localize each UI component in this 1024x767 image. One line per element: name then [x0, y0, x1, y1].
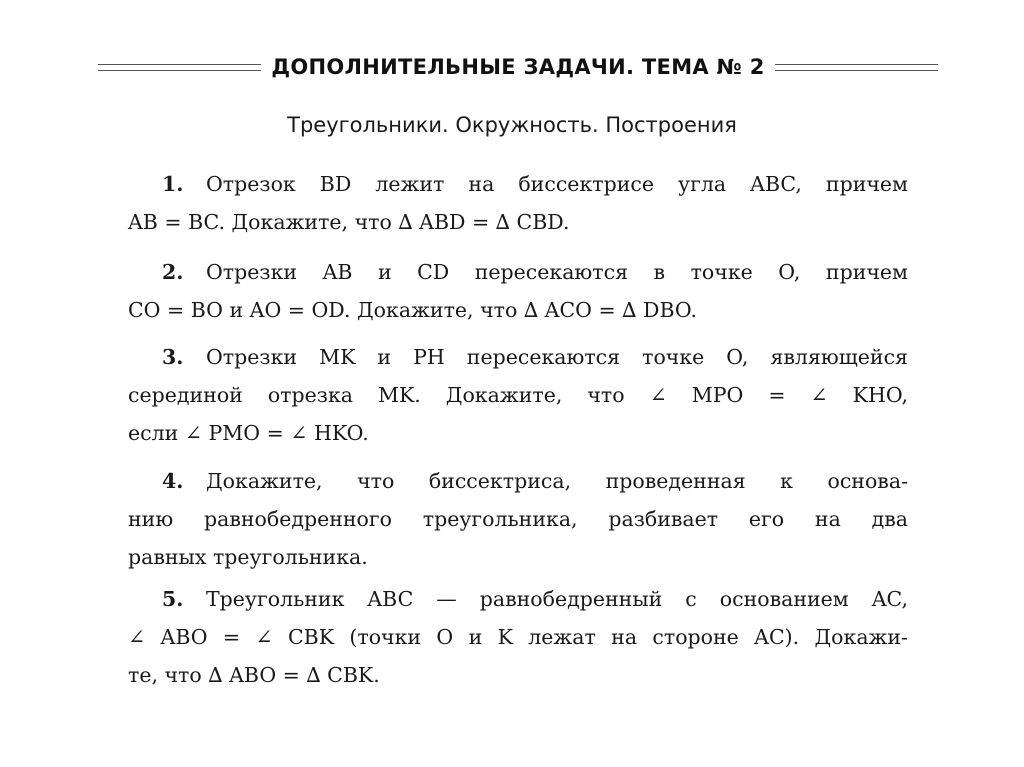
topic-subtitle: Треугольники. Окружность. Построения	[287, 113, 737, 137]
problem-line	[128, 580, 908, 618]
problem-text: равных треугольника.	[128, 545, 368, 569]
problem-line	[128, 338, 908, 376]
problem-line	[128, 618, 908, 656]
problem-text: те, что ∆ ABO = ∆ CBK.	[128, 663, 380, 687]
problem-text: CO = BO и AO = OD. Докажите, что ∆ ACO = ∆ DBO.	[128, 298, 698, 322]
problem-number: 2.	[162, 260, 184, 284]
problem-text: Отрезки AB и CD пересекаются в точке O, причем	[206, 260, 908, 284]
problem-text: нию равнобедренного треугольника, разбивает его на два	[128, 507, 908, 531]
section-header	[98, 50, 938, 84]
problem-number: 5.	[162, 587, 184, 611]
problem-text: Отрезок BD лежит на биссектрисе угла ABC, причем	[206, 172, 908, 196]
problem-text: Треугольник ABC — равнобедренный с основанием AC,	[206, 587, 908, 611]
problem-number: 1.	[162, 172, 184, 196]
problem-2	[128, 253, 908, 329]
problem-line	[128, 414, 908, 452]
problem-4	[128, 462, 908, 576]
problem-3	[128, 338, 908, 452]
problem-1	[128, 165, 908, 241]
problem-line	[128, 291, 908, 329]
header-rule-right	[775, 64, 938, 71]
problem-line	[128, 462, 908, 500]
problem-text: Докажите, что биссектриса, проведенная к основа-	[206, 469, 908, 493]
problem-line	[128, 500, 908, 538]
problem-number: 3.	[162, 345, 184, 369]
problem-line	[128, 203, 908, 241]
problem-line	[128, 538, 908, 576]
problem-text: AB = BC. Докажите, что ∆ ABD = ∆ CBD.	[128, 210, 570, 234]
problem-5	[128, 580, 908, 694]
problem-text: ∠ ABO = ∠ CBK (точки O и K лежат на стороне AC). Докажи-	[128, 625, 908, 649]
problem-line	[128, 165, 908, 203]
problem-line	[128, 376, 908, 414]
problem-text: если ∠ PMO = ∠ HKO.	[128, 421, 369, 445]
problem-text: Отрезки MK и PH пересекаются точке O, являющейся	[206, 345, 908, 369]
problem-line	[128, 656, 908, 694]
header-title: ДОПОЛНИТЕЛЬНЫЕ ЗАДАЧИ. ТЕМА № 2	[271, 55, 765, 79]
problem-number: 4.	[162, 469, 184, 493]
header-rule-left	[98, 64, 261, 71]
problem-text: серединой отрезка MK. Докажите, что ∠ MPO = ∠ KHO,	[128, 383, 908, 407]
problem-line	[128, 253, 908, 291]
